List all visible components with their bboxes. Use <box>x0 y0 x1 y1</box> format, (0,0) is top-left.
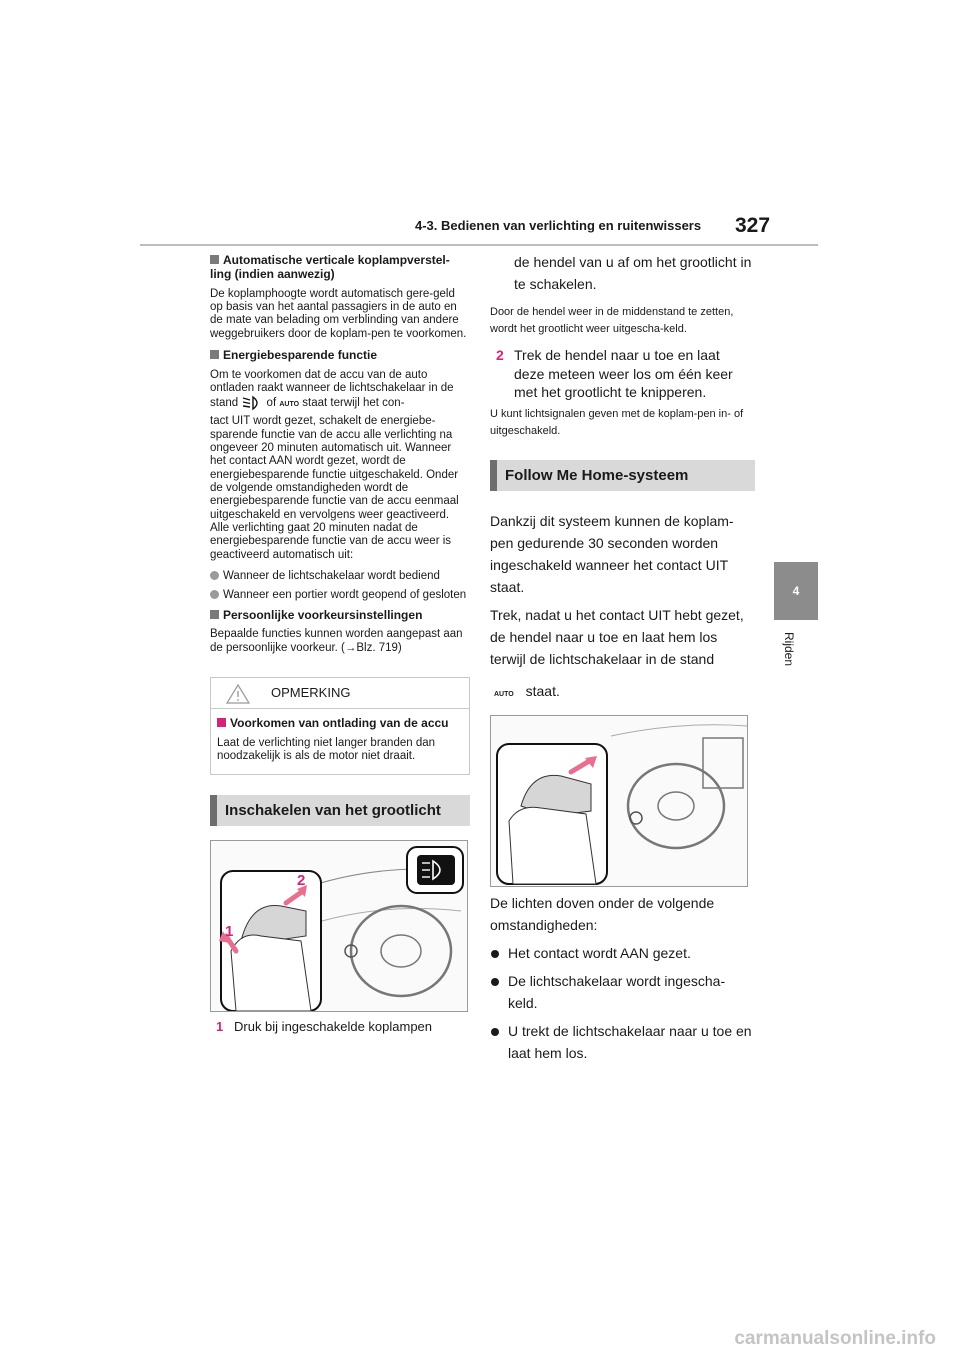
illustration-follow-me-home <box>490 715 748 887</box>
notice-box <box>210 677 470 774</box>
page-number: 327 <box>735 214 771 237</box>
notice-body: Laat de verlichting niet langer branden dan noodzakelijk is als de motor niet draait. <box>217 736 436 763</box>
header-rule <box>140 244 818 246</box>
list-item: Wanneer een portier wordt geopend of gesloten <box>210 589 470 602</box>
left-column <box>210 254 470 1035</box>
figure-label: 1 <box>225 922 234 940</box>
paragraph: De koplamphoogte wordt automatisch gere-geld op basis van het aantal passagiers in de auto en de mate van belading om verblinding van andere weggebruikers door de koplam-pen te voorkomen. <box>210 287 467 340</box>
list-item: De lichtschakelaar wordt ingescha-keld. <box>490 971 752 1015</box>
paragraph: Dankzij dit systeem kunnen de koplam-pen gedurende 30 seconden worden ingeschakeld wanneer het contact UIT staat. <box>490 512 734 595</box>
figure-label: 2 <box>297 871 306 889</box>
lever-illustration <box>491 716 747 886</box>
section-title-bar: Inschakelen van het grootlicht <box>210 795 470 826</box>
square-bullet-icon <box>210 255 219 264</box>
paragraph: Trek, nadat u het contact UIT hebt gezet, de hendel naar u toe en laat hem los terwijl de lichtschakelaar in de stand <box>490 606 744 667</box>
square-bullet-icon <box>217 718 226 727</box>
right-column <box>490 252 752 1070</box>
bullet-icon <box>491 950 499 958</box>
paragraph: tact UIT wordt gezet, schakelt de energiebe-sparende functie van de accu alle verlichting na ongeveer 20 minuten automatisch uit. Wanneer het contact AAN wordt gezet, wordt de energiebesparende functie uitgeschakeld. Onder de volgende omstandigheden wordt de energiebesparende functie van de accu eenmaal uitgeschakeld en vervolgens weer geactiveerd. Alle verlichting gaat 20 minuten nadat de energiebesparende functie van de accu weer is geactiveerd automatisch uit: <box>210 415 459 561</box>
headlight-low-beam-icon <box>241 395 263 411</box>
step-item: 1 Druk bij ingeschakelde koplampen <box>216 1018 433 1034</box>
section-heading: Automatische verticale koplampverstel-ling (indien aanwezig) <box>210 253 450 281</box>
step-continuation: de hendel van u af om het grootlicht in te schakelen. <box>514 254 752 292</box>
step-note: U kunt lichtsignalen geven met de koplam-pen in- of uitgeschakeld. <box>490 407 744 437</box>
bullet-icon <box>491 978 499 986</box>
bullet-icon <box>210 571 219 580</box>
step-note: Door de hendel weer in de middenstand te zetten, wordt het grootlicht weer uitgescha-keld. <box>490 305 734 335</box>
bullet-icon <box>491 1028 499 1036</box>
list-item: Het contact wordt AAN gezet. <box>490 943 752 965</box>
notice-title: Voorkomen van ontlading van de accu <box>217 717 463 731</box>
square-bullet-icon <box>210 610 219 619</box>
illustration-high-beam-lever <box>210 840 468 1012</box>
paragraph: Om te voorkomen dat de accu van de auto ontladen raakt wanneer de lichtschakelaar in de stand of AUTO staat terwijl het con- <box>210 368 454 410</box>
paragraph: De lichten doven onder de volgende omstandigheden: <box>490 894 715 933</box>
paragraph: Bepaalde functies kunnen worden aangepast aan de persoonlijke voorkeur. (→Blz. 719) <box>210 628 463 654</box>
lever-illustration <box>211 841 467 1011</box>
list-item: U trekt de lichtschakelaar naar u toe en laat hem los. <box>490 1021 752 1065</box>
paragraph: AUTO staat. <box>494 682 560 699</box>
watermark: carmanualsonline.info <box>734 1328 936 1349</box>
step-item: 2 Trek de hendel naar u toe en laat deze meteen weer los om één keer met het grootlicht te knipperen. <box>496 347 733 401</box>
section-heading: Energiebesparende functie <box>210 349 470 363</box>
warning-triangle-icon <box>226 684 250 704</box>
bullet-icon <box>210 590 219 599</box>
header-title: 4-3. Bedienen van verlichting en ruitenwissers <box>415 218 702 233</box>
section-heading: Persoonlijke voorkeursinstellingen <box>210 609 470 623</box>
chapter-tab: 4 <box>774 562 818 620</box>
auto-mode-icon: AUTO <box>279 401 300 409</box>
square-bullet-icon <box>210 350 219 359</box>
auto-mode-icon: AUTO <box>494 690 514 698</box>
notice-header: OPMERKING <box>211 678 469 709</box>
section-title-bar: Follow Me Home-systeem <box>490 460 755 491</box>
chapter-label: Rijden <box>782 632 796 667</box>
list-item: Wanneer de lichtschakelaar wordt bediend <box>210 570 470 583</box>
